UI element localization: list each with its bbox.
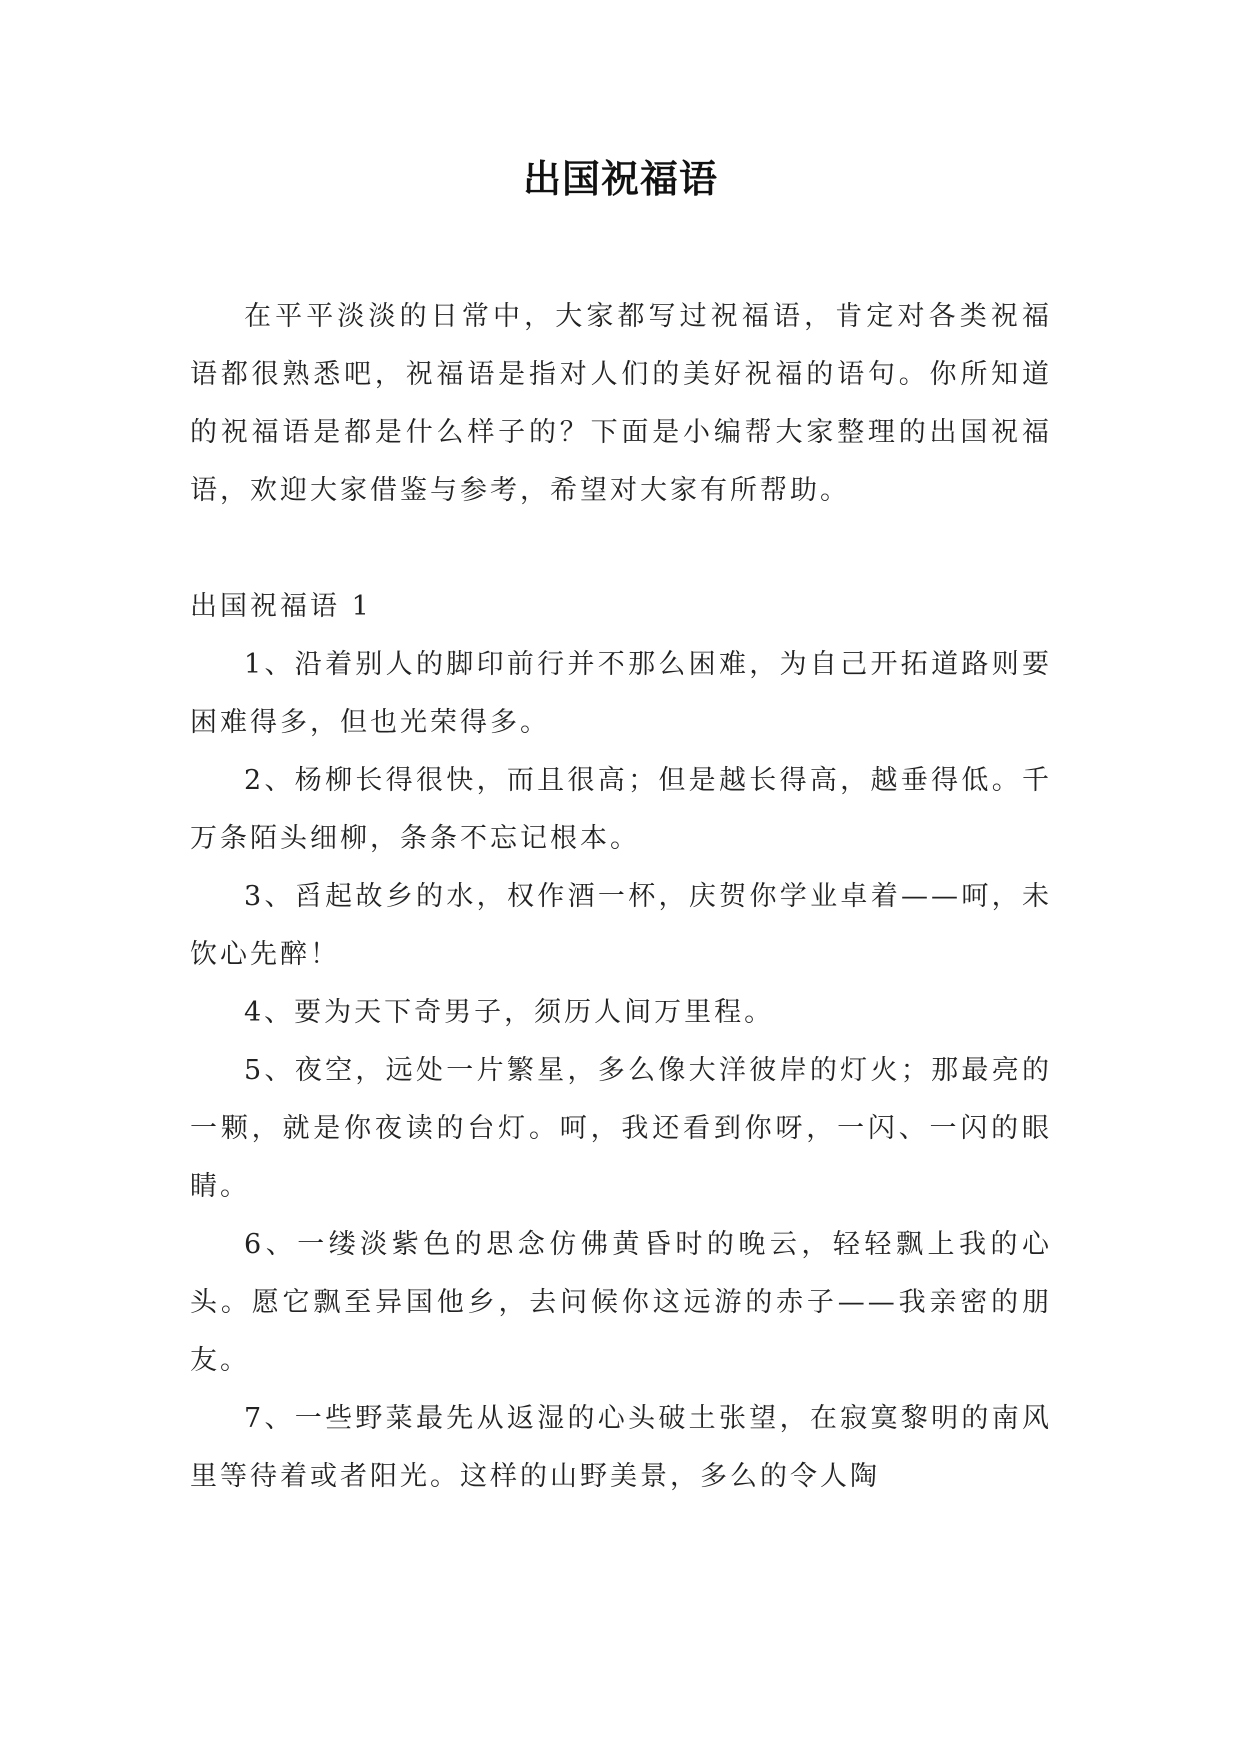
list-item: 4、要为天下奇男子，须历人间万里程。 [244,997,775,1028]
page-title: 出国祝福语 [522,157,718,201]
list-item: 3、舀起故乡的水，权作酒一杯，庆贺你学业卓着——呵，未饮心先醉！ [190,881,1052,970]
list-item: 2、杨柳长得很快，而且很高；但是越长得高，越垂得低。千万条陌头细柳，条条不忘记根本。 [190,765,1052,854]
list-item: 1、沿着别人的脚印前行并不那么困难，为自己开拓道路则要困难得多，但也光荣得多。 [190,649,1052,738]
list-item: 5、夜空，远处一片繁星，多么像大洋彼岸的灯火；那最亮的一颗，就是你夜读的台灯。呵，我还看到你呀，一闪、一闪的眼睛。 [190,1055,1052,1202]
list-item: 6、一缕淡紫色的思念仿佛黄昏时的晚云，轻轻飘上我的心头。愿它飘至异国他乡，去问候你这远游的赤子——我亲密的朋友。 [190,1229,1052,1376]
document-body [190,288,1052,1506]
intro-paragraph: 在平平淡淡的日常中，大家都写过祝福语，肯定对各类祝福语都很熟悉吧，祝福语是指对人们的美好祝福的语句。你所知道的祝福语是都是什么样子的？下面是小编帮大家整理的出国祝福语，欢迎大家借鉴与参考，希望对大家有所帮助。 [190,301,1052,506]
list-item: 7、一些野菜最先从返湿的心头破土张望，在寂寞黎明的南风里等待着或者阳光。这样的山野美景，多么的令人陶 [190,1403,1052,1492]
section-heading: 出国祝福语 1 [190,591,372,622]
